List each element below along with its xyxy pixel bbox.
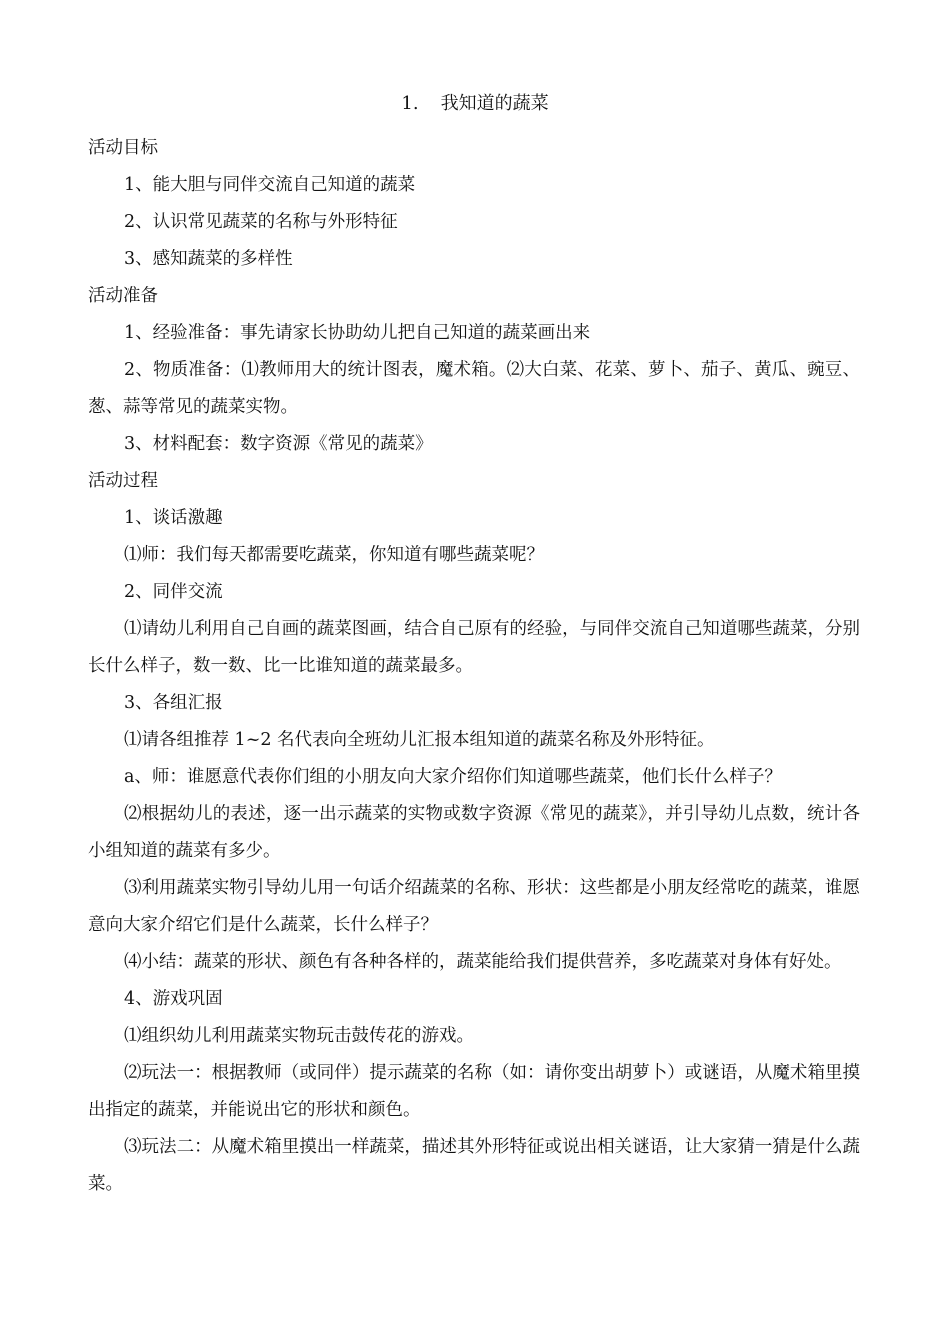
process-detail: ⑴师：我们每天都需要吃蔬菜，你知道有哪些蔬菜呢？ [124,545,544,565]
process-step: 3、各组汇报 [124,693,223,713]
heading-process: 活动过程 [88,471,158,491]
process-summary: ⑷小结：蔬菜的形状、颜色有各种各样的，蔬菜能给我们提供营养，多吃蔬菜对身体有好处。 [124,952,842,972]
heading-goals: 活动目标 [88,138,158,158]
goal-item: 3、感知蔬菜的多样性 [124,249,293,269]
preparation-item: 1、经验准备：事先请家长协助幼儿把自己知道的蔬菜画出来 [124,323,591,343]
process-detail: ⑵玩法一：根据教师（或同伴）提示蔬菜的名称（如：请你变出胡萝卜）或谜语，从魔术箱里摸出指定的蔬菜，并能说出它的形状和颜色。 [88,1063,860,1120]
document-body [88,130,860,1203]
process-detail: a、师：谁愿意代表你们组的小朋友向大家介绍你们知道哪些蔬菜，他们长什么样子？ [124,767,782,787]
process-detail: ⑴请各组推荐 1~2 名代表向全班幼儿汇报本组知道的蔬菜名称及外形特征。 [124,730,715,750]
title-text: 我知道的蔬菜 [440,93,549,114]
preparation-item: 3、材料配套：数字资源《常见的蔬菜》 [124,434,433,454]
heading-preparation: 活动准备 [88,286,158,306]
process-step: 4、游戏巩固 [124,989,223,1009]
process-step: 2、同伴交流 [124,582,223,602]
process-step: 1、谈话激趣 [124,508,223,528]
title-number: 1. [401,93,419,114]
process-detail: ⑵根据幼儿的表述，逐一出示蔬菜的实物或数字资源《常见的蔬菜》，并引导幼儿点数，统计各小组知道的蔬菜有多少。 [88,804,860,861]
goal-item: 2、认识常见蔬菜的名称与外形特征 [124,212,398,232]
preparation-item: 2、物质准备：⑴教师用大的统计图表，魔术箱。⑵大白菜、花菜、萝卜、茄子、黄瓜、豌豆、葱、蒜等常见的蔬菜实物。 [88,360,860,417]
process-detail: ⑶利用蔬菜实物引导幼儿用一句话介绍蔬菜的名称、形状：这些都是小朋友经常吃的蔬菜，谁愿意向大家介绍它们是什么蔬菜，长什么样子？ [88,878,860,935]
process-detail: ⑴组织幼儿利用蔬菜实物玩击鼓传花的游戏。 [124,1026,474,1046]
goal-item: 1、能大胆与同伴交流自己知道的蔬菜 [124,175,416,195]
page-title [0,92,950,116]
process-detail: ⑶玩法二：从魔术箱里摸出一样蔬菜，描述其外形特征或说出相关谜语，让大家猜一猜是什么蔬菜。 [88,1137,860,1194]
process-detail: ⑴请幼儿利用自己自画的蔬菜图画，结合自己原有的经验，与同伴交流自己知道哪些蔬菜，分别长什么样子，数一数、比一比谁知道的蔬菜最多。 [88,619,860,676]
